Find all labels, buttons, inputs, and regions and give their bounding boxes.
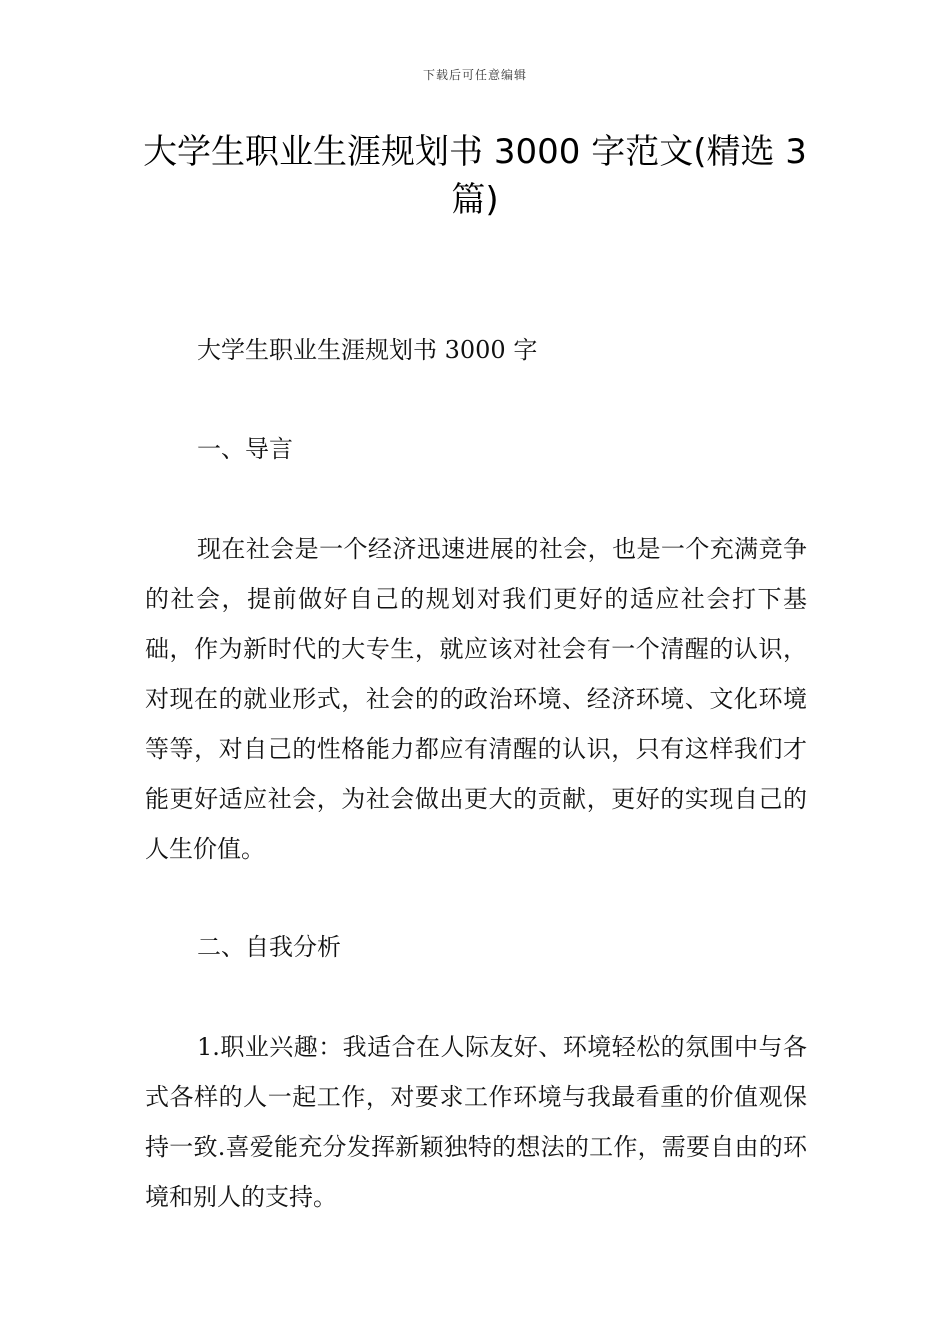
document-subtitle: 大学生职业生涯规划书 3000 字 — [197, 336, 538, 364]
header-note: 下载后可任意编辑 — [422, 68, 527, 82]
paragraph-career-interest: 1.职业兴趣：我适合在人际友好、环境轻松的氛围中与各式各样的人一起工作，对要求工作环境与我最看重的价值观保持一致.喜爱能充分发挥新颖独特的想法的工作，需要自由的环境和别人的支持。 — [145, 1033, 807, 1211]
section-heading-introduction: 一、导言 — [197, 435, 293, 463]
document-title-line-1: 大学生职业生涯规划书 3000 字范文(精选 3 — [143, 132, 807, 172]
section-heading-self-analysis: 二、自我分析 — [197, 933, 341, 961]
paragraph-introduction: 现在社会是一个经济迅速进展的社会，也是一个充满竞争的社会，提前做好自己的规划对我们更好的适应社会打下基础，作为新时代的大专生，就应该对社会有一个清醒的认识，对现在的就业形式，社会的的政治环境、经济环境、文化环境等等，对自己的性格能力都应有清醒的认识，只有这样我们才能更好适应社会，为社会做出更大的贡献，更好的实现自己的人生价值。 — [145, 535, 807, 863]
document-title — [140, 128, 810, 224]
document-title-line-2: 篇) — [451, 180, 499, 220]
